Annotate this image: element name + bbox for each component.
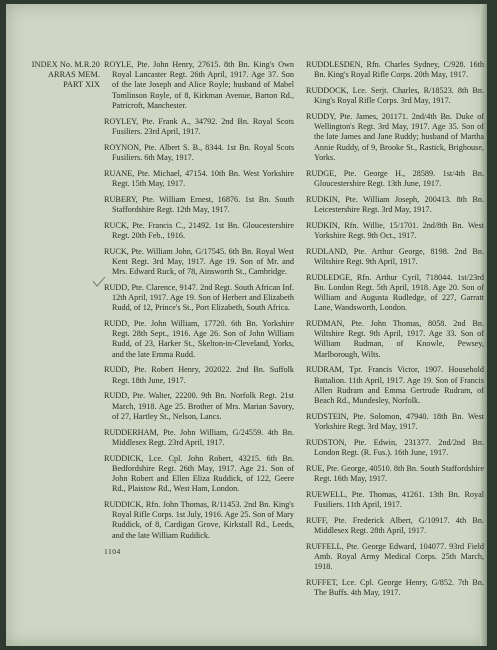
register-entry: RUFFELL, Pte. George Edward, 104077. 93rd Field Amb. Royal Army Medical Corps. 25th March, 1918. [306,541,484,572]
register-entry: RUDKIN, Pte. William Joseph, 200413. 8th Bn. Leicestershire Regt. 3rd May, 1917. [306,194,484,214]
left-column [104,60,294,546]
page-number: 1104 [104,547,121,556]
register-entry: RUDLEDGE, Rfn. Arthur Cyril, 718044. 1st/23rd Bn. London Regt. 5th April, 1918. Age 20. Son of William and Augusta Rudledge, of 227, Garratt Lane, Wandsworth, London. [306,272,484,313]
right-column [306,60,484,604]
index-header-line: INDEX No. M.R.20 [31,60,100,69]
register-entry: RUBERY, Pte. William Ernest, 16876. 1st Bn. South Staffordshire Regt. 12th May, 1917. [104,194,294,214]
register-entry: RUDD, Pte. Walter, 22200. 9th Bn. Norfolk Regt. 21st March, 1918. Age 25. Brother of Mrs. Marian Savory, of 27, Hartley St., Nelson, Lancs. [104,391,294,421]
register-entry: ROYNON, Pte. Albert S. B., 8344. 1st Bn. Royal Scots Fusiliers. 6th May, 1917. [104,142,294,162]
register-entry: RUFFET, Lce. Cpl. George Henry, G/852. 7th Bn. The Buffs. 4th May, 1917. [306,578,484,598]
register-entry: RUEWELL, Pte. Thomas, 41261. 13th Bn. Royal Fusiliers. 11th April, 1917. [306,489,484,510]
register-entry: RUDKIN, Rfn. Willie, 15/1701. 2nd/8th Bn. West Yorkshire Regt. 9th Oct., 1917. [306,220,484,240]
register-entry: RUDD, Pte. Clarence, 9147. 2nd Regt. South African Inf. 12th April, 1917. Age 19. Son of Herbert and Elizabeth Rudd, of 12, Prince's St., Port Elizabeth, South Africa. [104,282,294,313]
register-entry: ROYLE, Pte. John Henry, 27615. 8th Bn. King's Own Royal Lancaster Regt. 26th April, 1917. Age 37. Son of the late Joseph and Alice Royle; husband of Mabel Tomlinson Royle, of 8, Kirkman Avenue, Barton Rd., Patricroft, Manchester. [104,60,294,110]
register-entry: RUDDLESDEN, Rfn. Charles Sydney, C/928. 16th Bn. King's Royal Rifle Corps. 20th May, 1917. [306,60,484,80]
register-entry: RUDLAND, Pte. Arthur George, 8198. 2nd Bn. Wiltshire Regt. 9th April, 1917. [306,246,484,266]
index-header-line: ARRAS MEM. [48,70,100,80]
register-entry: RUDDOCK, Lce. Serjt. Charles, R/18523. 8th Bn. King's Royal Rifle Corps. 3rd May, 1917. [306,86,484,106]
register-entry: RUCK, Pte. William John, G/17545. 6th Bn. Royal West Kent Regt. 3rd May, 1917. Age 19. Son of Mr. and Mrs. Edward Ruck, of 78, Ainsworth St., Cambridge. [104,246,294,277]
register-entry: RUDDERHAM, Pte. John William, G/24559. 4th Bn. Middlesex Regt. 23rd April, 1917. [104,427,294,447]
register-entry: RUDD, Pte. John William, 17720. 6th Bn. Yorkshire Regt. 28th Sept., 1916. Age 26. Son of John William Rudd, of 23, Harker St., Skelton-in-Cleveland, Yorks, and the late Emma Rudd. [104,319,294,359]
register-entry: RUE, Pte. George, 40510. 8th Bn. South Staffordshire Regt. 16th May, 1917. [306,463,484,484]
register-entry: RUDSTON, Pte. Edwin, 231377. 2nd/2nd Bn. London Regt. (R. Fus.). 16th June, 1917. [306,437,484,458]
register-entry: RUDGE, Pte. George H., 28589. 1st/4th Bn. Gloucestershire Regt. 13th June, 1917. [306,168,484,188]
register-entry: RUANE, Pte. Michael, 47154. 10th Bn. West Yorkshire Regt. 15th May, 1917. [104,168,294,188]
index-header [20,60,100,91]
register-entry: RUDDICK, Rfn. John Thomas, R/11453. 2nd Bn. King's Royal Rifle Corps. 1st July, 1916. Age 25. Son of Mary Ruddick, of 8, Cardigan Grove, Kirkstall Rd., Leeds, and the late William Ruddick. [104,500,294,540]
register-entry: RUCK, Pte. Francis C., 21492. 1st Bn. Gloucestershire Regt. 20th Feb., 1916. [104,220,294,240]
document-page [6,4,487,646]
index-header-line: PART XIX [63,80,100,90]
register-entry: RUDDY, Pte. James, 201171. 2nd/4th Bn. Duke of Wellington's Regt. 3rd May, 1917. Age 35. Son of the late James and Jane Ruddy; husband of Martha Annie Ruddy, of 9, Brooke St., Rastick, Brighouse, Yorks. [306,112,484,162]
register-entry: RUDDICK, Lce. Cpl. John Robert, 43215. 6th Bn. Bedfordshire Regt. 26th May, 1917. Age 21. Son of John Robert and Ellen Eliza Ruddick, of 122, Geere Rd., Plaistow Rd., West Ham, London. [104,453,294,494]
register-entry: RUFF, Pte. Frederick Albert, G/10917. 4th Bn. Middlesex Regt. 28th April, 1917. [306,515,484,536]
register-entry: RUDD, Pte. Robert Henry, 202022. 2nd Bn. Suffolk Regt. 18th June, 1917. [104,365,294,385]
register-entry: RUDRAM, Tpr. Francis Victor, 1907. Household Battalion. 11th April, 1917. Age 19. Son of Francis Allen Rudram and Emma Gertrude Rudram, of Beach Rd., Mundesley, Norfolk. [306,365,484,406]
register-entry: RUDSTEIN, Pte. Solomon, 47940. 18th Bn. West Yorkshire Regt. 3rd May, 1917. [306,411,484,432]
register-entry: ROYLEY, Pte. Frank A., 34792. 2nd Bn. Royal Scots Fusiliers. 23rd April, 1917. [104,116,294,136]
register-entry: RUDMAN, Pte. John Thomas, 8058. 2nd Bn. Wiltshire Regt. 9th April, 1917. Age 33. Son of William Rudman, of Knowle, Pewsey, Marlborough, Wilts. [306,319,484,359]
